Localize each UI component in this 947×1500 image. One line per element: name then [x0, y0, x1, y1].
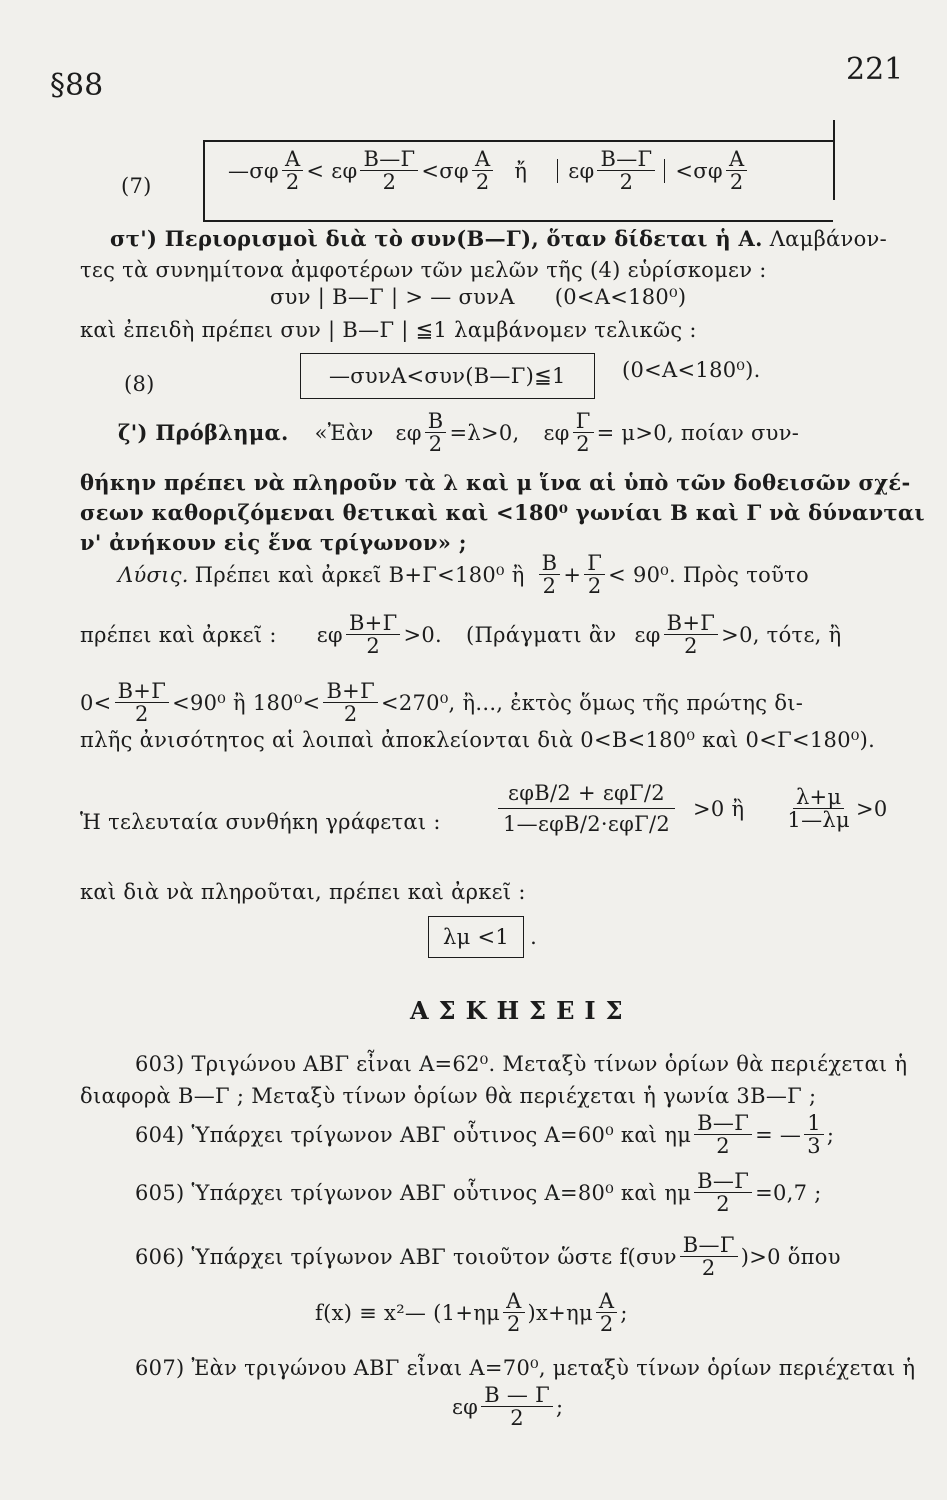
- solution-line4: πλῆς ἀνισότητος αἱ λοιπαὶ ἀποκλείονται διὰ 0<B<180⁰ καὶ 0<Γ<180⁰).: [80, 728, 876, 752]
- equation-tag-7: (7): [121, 174, 152, 198]
- solution-line1: Λύσις. Πρέπει καὶ ἀρκεῖ B+Γ<180⁰ ἢ $\frac{B}{2}$ + $\frac{\Gamma}{2}$ < 90⁰. Πρὸς τοῦτο: [118, 551, 809, 599]
- section-number: §88: [50, 68, 104, 103]
- inequality-7: —σφ $\frac{A}{2}$ < εφ $\frac{B—\Gamma}{2}$ <σφ $\frac{A}{2}$ ἤ εφ $\frac{B—\Gamma}{2}$ <σφ $\frac{A}{2}$: [228, 148, 750, 193]
- section-st-tail: Λαμβάνον-: [769, 227, 887, 251]
- exercise-604: 604) Ὑπάρχει τρίγωνον ΑΒΓ οὗτινος A=60⁰ καὶ ημ $\frac{B—\Gamma}{2}$ = — $\frac{1}{3}$ ;: [135, 1111, 835, 1159]
- exercise-603-line2: διαφορὰ B—Γ ; Μεταξὺ τίνων ὁρίων θὰ περιέχεται ἡ γωνία 3B—Γ ;: [80, 1084, 817, 1108]
- page-number: 221: [846, 52, 904, 87]
- condition-expression: $\frac{\text{εφB/2 + εφΓ/2}}{\text{1—εφB/2·εφΓ/2}}$ >0 ἢ $\frac{\lambda+\mu}{1—\lambda\mu}$ >0: [490, 778, 888, 839]
- exercise-605: 605) Ὑπάρχει τρίγωνον ΑΒΓ οὗτινος A=80⁰ καὶ ημ $\frac{B—\Gamma}{2}$ =0,7 ;: [135, 1169, 822, 1217]
- exercise-603-line1: 603) Τριγώνου ΑΒΓ εἶναι A=62⁰. Μεταξὺ τίνων ὁρίων θὰ περιέχεται ἡ: [135, 1052, 908, 1076]
- section-st-label: στ') Περιορισμοὶ διὰ τὸ συν(B—Γ), ὅταν δίδεται ἡ A.: [110, 226, 763, 251]
- exercise-607-expression: εφ $\frac{B — \Gamma}{2}$ ;: [452, 1383, 564, 1431]
- exercises-heading: ΑΣΚΗΣΕΙΣ: [410, 996, 633, 1025]
- exercise-606: 606) Ὑπάρχει τρίγωνον ΑΒΓ τοιοῦτον ὥστε f(συν $\frac{B—\Gamma}{2}$ )>0 ὅπου: [135, 1233, 841, 1281]
- final-condition: λμ <1 .: [428, 916, 537, 958]
- section-st-inequality: συν | B—Γ | > — συνA (0<A<180⁰): [270, 285, 687, 309]
- section-st-line2: τες τὰ συνημίτονα ἀμφοτέρων τῶν μελῶν τῆς (4) εὑρίσκομεν :: [80, 258, 767, 282]
- solution-line2: πρέπει καὶ ἀρκεῖ : εφ $\frac{B+\Gamma}{2}$ >0. (Πράγματι ἂν εφ $\frac{B+\Gamma}{2}$ >0, τότε, ἢ: [80, 611, 842, 659]
- inequality-8: —συνA<συν(B—Γ)≦1: [300, 353, 595, 399]
- section-st-line4: καὶ ἐπειδὴ πρέπει συν | B—Γ | ≦1 λαμβάνομεν τελικῶς :: [80, 318, 697, 342]
- exercise-606-function: f(x) ≡ x²— (1+ημ $\frac{A}{2}$ )x+ημ $\frac{A}{2}$ ;: [315, 1289, 628, 1337]
- condition-intro: Ἡ τελευταία συνθήκη γράφεται :: [80, 810, 441, 834]
- inequality-8-condition: (0<A<180⁰).: [622, 358, 761, 382]
- exercise-607: 607) Ἐὰν τριγώνου ΑΒΓ εἶναι A=70⁰, μεταξὺ τίνων ὁρίων περιέχεται ἡ: [135, 1356, 916, 1380]
- problem-statement-line3: σεων καθοριζόμεναι θετικαὶ καὶ <180⁰ γωνίαι B καὶ Γ νὰ δύνανται: [80, 500, 925, 525]
- problem-statement-line2: θήκην πρέπει νὰ πληροῦν τὰ λ καὶ μ ἵνα αἱ ὑπὸ τῶν δοθεισῶν σχέ-: [80, 470, 911, 495]
- final-condition-intro: καὶ διὰ νὰ πληροῦται, πρέπει καὶ ἀρκεῖ :: [80, 880, 526, 904]
- solution-line3: 0< $\frac{B+\Gamma}{2}$ <90⁰ ἢ 180⁰< $\frac{B+\Gamma}{2}$ <270⁰, ἢ..., ἐκτὸς ὅμως τῆς πρώτης δι-: [80, 679, 804, 727]
- problem-statement-line1: ζ') Πρόβλημα. «Ἐὰν εφ $\frac{B}{2}$ =λ>0, εφ $\frac{\Gamma}{2}$ = μ>0, ποίαν συν-: [118, 409, 800, 457]
- problem-statement-line4: ν' ἀνήκουν εἰς ἕνα τρίγωνον» ;: [80, 530, 467, 555]
- equation-tag-8: (8): [124, 372, 155, 396]
